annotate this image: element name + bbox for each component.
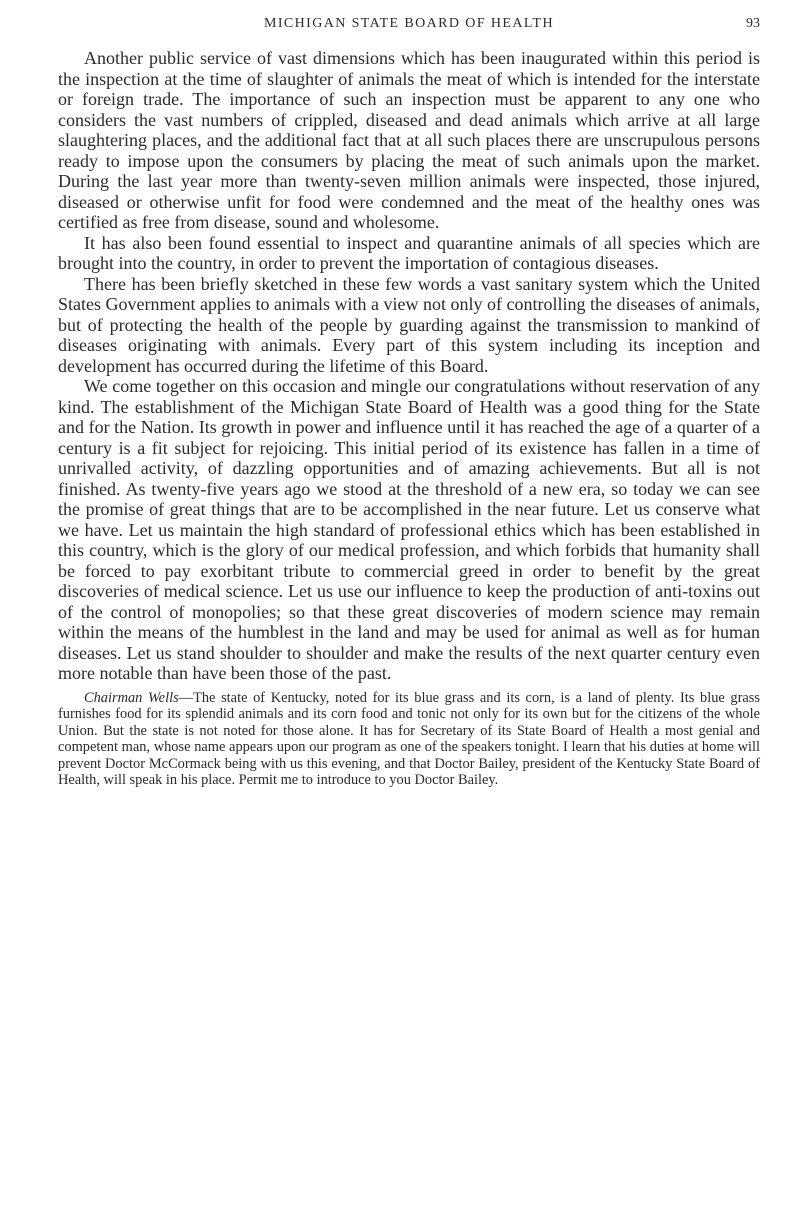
- paragraph-congratulations: We come together on this occasion and mingle our congratulations without reservation of any kind. The establishment of the Michigan State Board of Health was a good thing for the State and for the Nation. Its growth in power and influence until it has reached the age of a quarter of a century is a fit subject for rejoicing. This initial period of its existence has fallen in a time of unrivalled activity, of dazzling opportunities and of amazing achievements. But all is not finished. As twenty-five years ago we stood at the threshold of a new era, so today we can see the promise of great things that are to be accomplished in the near future. Let us conserve what we have. Let us maintain the high standard of professional ethics which has been established in this country, which is the glory of our medical profession, and which forbids that humanity shall be forced to pay exorbitant tribute to commercial greed in order to benefit by the great discoveries of medical science. Let us use our influence to keep the production of anti-toxins out of the control of monopolies; so that these great discoveries of modern science may remain within the means of the humblest in the land and may be used for animal as well as for human diseases. Let us stand shoulder to shoulder and make the results of the next quarter century even more notable than have been those of the past.: [58, 376, 760, 683]
- document-page: [58, 0, 760, 789]
- remarks-text: —The state of Kentucky, noted for its blue grass and its corn, is a land of plenty. Its blue grass furnishes food for its splendid animals and its corn food and tonic not only for its own but for the citizens of the whole Union. But the state is not noted for those alone. It has for Secretary of its State Board of Health a most genial and competent man, whose name appears upon our program as one of the speakers tonight. I learn that his duties at home will prevent Doctor McCormack being with us this evening, and that Doctor Bailey, president of the Kentucky State Board of Health, will speak in his place. Permit me to introduce to you Doctor Bailey.: [58, 689, 760, 789]
- paragraph-quarantine: It has also been found essential to inspect and quarantine animals of all species which are brought into the country, in order to prevent the importation of contagious diseases.: [58, 232, 760, 273]
- paragraph-meat-inspection: Another public service of vast dimensions which has been inaugurated within this period is the inspection at the time of slaughter of animals the meat of which is intended for the interstate or foreign trade. The importance of such an inspection must be apparent to any one who considers the vast numbers of crippled, diseased and dead animals which arrive at all large slaughtering places, and the additional fact that at all such places there are unscrupulous persons ready to impose upon the consumers by placing the meat of such animals upon the market. During the last year more than twenty-seven million animals were inspected, those injured, diseased or otherwise unfit for food were condemned and the meat of the healthy ones was certified as free from disease, sound and wholesome.: [58, 48, 760, 232]
- page-number: 93: [746, 16, 760, 31]
- running-title: MICHIGAN STATE BOARD OF HEALTH: [263, 16, 555, 31]
- running-header: [58, 10, 760, 46]
- speaker-name: Chairman Wells: [84, 689, 179, 706]
- paragraph-sanitary-system: There has been briefly sketched in these few words a vast sanitary system which the United States Government applies to animals with a view not only of controlling the diseases of animals, but of protecting the health of the people by guarding against the transmission to mankind of diseases originating with animals. Every part of this system including its inception and development has occurred during the lifetime of this Board.: [58, 273, 760, 376]
- chairman-remarks: [58, 690, 760, 790]
- body-text: [58, 48, 760, 789]
